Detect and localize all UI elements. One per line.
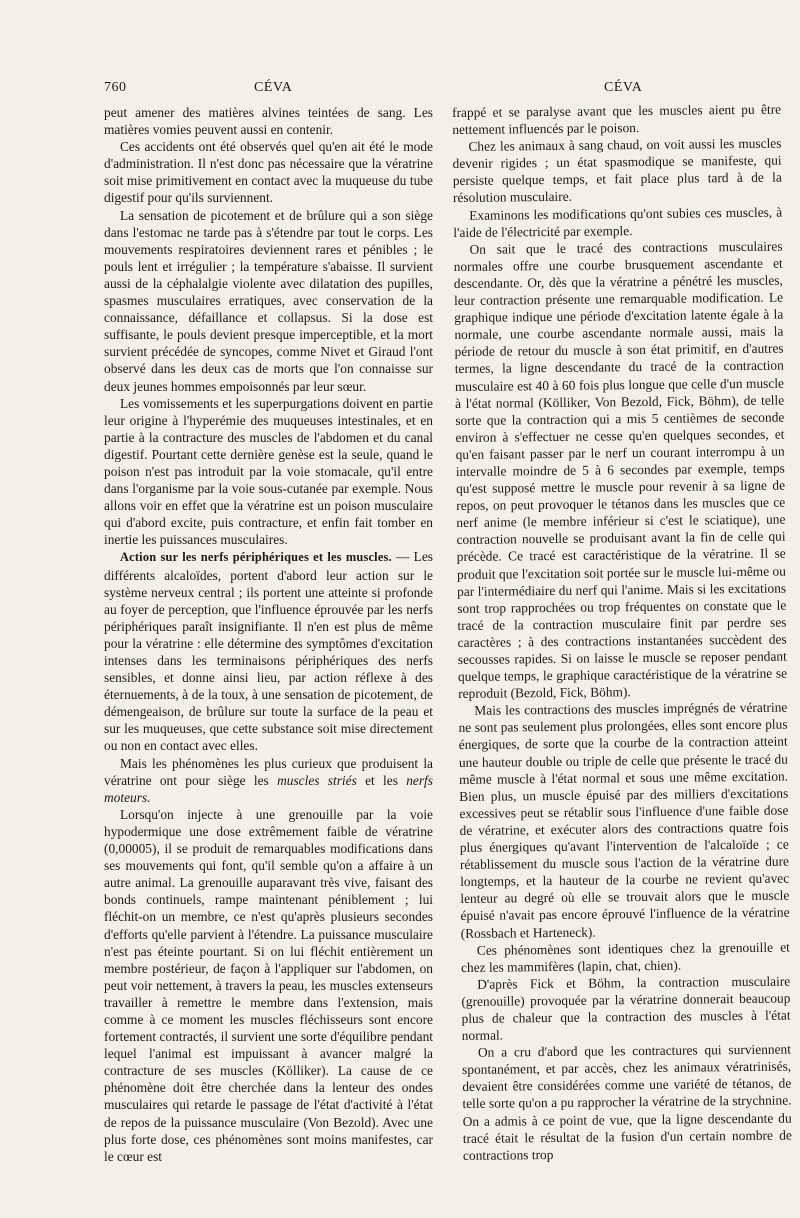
page-header <box>0 80 800 100</box>
paragraph <box>104 755 433 806</box>
emphasis: muscles striés <box>277 772 357 788</box>
paragraph: On sait que le tracé des contractions musculaires normales offre une courbe brusquement ascendante et descendante. Or, dès que la vératrine a pénétré les muscles, leur contraction présente une remarquable modification. Le graphique indique une période d'excitation latente égale à la normale, une courbe ascendante normale aussi, mais la période de retour du muscle à son état primitif, en d'autres termes, la ligne descendante du tracé de la contraction musculaire est 40 à 60 fois plus longue que celle d'un muscle à l'état normal (Kölliker, Von Bezold, Fick, Böhm), de telle sorte que la contraction qui a mis 5 centièmes de seconde environ à s'effectuer ne cesse qu'en quelques secondes, et qu'en faisant passer par le nerf un courant interrompu à un intervalle moindre de 5 à 6 secondes par exemple, temps qu'est supposé mettre le muscle pour revenir à sa ligne de repos, on peut provoquer le tétanos dans les muscles que ce nerf anime (le membre inférieur si c'est le sciatique), une contraction nouvelle se produisant avant la fin de celle qui précède. Ce tracé est caractéristique de la vératrine. Il se produit que l'excitation soit portée sur le muscle lui-même ou par l'intermédiaire du nerf qui l'anime. Mais si les excitations sont trop rapprochées ou trop fréquentes on constate que le tracé de la contraction musculaire finit par perdre ses caractères ; à des contractions instantanées succèdent des secousses rapides. Si on laisse le muscle se reposer pendant quelque temps, le graphique caractéristique de la vératrine se reproduit (Bezold, Fick, Böhm). <box>453 238 788 702</box>
paragraph: peut amener des matières alvines teintées de sang. Les matières vomies peuvent aussi en contenir. <box>104 105 433 138</box>
paragraph: Mais les contractions des muscles imprégnés de vératrine ne sont pas seulement plus prolongées, elles sont encore plus énergiques, de sorte que la courbe de la contraction atteint une hauteur double ou triple de celle que présente le tracé du même muscle à l'état normal et sous une même excitation. Bien plus, un muscle épuisé par des milliers d'excitations excessives peut se rétablir sous l'influence d'une faible dose de vératrine, et exécuter alors des contractions quatre fois plus énergiques qu'avant l'intervention de l'alcaloïde ; ce rétablissement du muscle sous l'action de la vératrine dure longtemps, et la hauteur de la courbe ne revient qu'avec lenteur au degré où elle se trouvait alors que le muscle épuisé n'avait pas encore éprouvé l'influence de la vératrine (Rossbach et Harteneck). <box>458 699 790 941</box>
paragraph: Les vomissements et les superpurgations doivent en partie leur origine à l'hyperémie des muqueuses intestinales, et en partie à la contracture des muscles de l'abdomen et du canal digestif. Pourtant cette dernière genèse est la seule, quand le poison n'est pas introduit par la voie stomacale, qu'il entre dans l'organisme par la voie sous-cutanée par exemple. Nous allons voir en effet que la vératrine est un poison musculaire qui d'abord excite, puis contracture, et enfin fait tomber en inertie les puissances musculaires. <box>104 395 433 548</box>
paragraph <box>104 548 433 754</box>
paragraph: Ces accidents ont été observés quel qu'en ait été le mode d'administration. Il n'est donc pas nécessaire que la vératrine soit mise primitivement en contact avec la muqueuse du tube digestif pour qu'ils surviennent. <box>104 139 433 206</box>
paragraph: Lorsqu'on injecte à une grenouille par la voie hypodermique une dose extrêmement faible de vératrine (0,00005), il se produit de remarquables modifications dans ses mouvements qui font, qu'il semble qu'on a affaire à un autre animal. La grenouille auparavant très vive, faisant des bonds continuels, rampe maintenant péniblement ; lui fléchit-on un membre, ce n'est qu'après plusieurs secondes d'efforts qu'elle parvient à l'étendre. La puissance musculaire n'est pas éteinte pourtant. Si on lui fléchit entièrement un membre postérieur, de façon à l'appliquer sur l'abdomen, on peut voir nettement, à travers la peau, les muscles extenseurs travailler à remettre le membre dans l'extension, mais comme à ce moment les muscles fléchisseurs sont encore fortement contractés, il survient une sorte d'équilibre pendant lequel l'animal est impuissant à avancer malgré la contracture de ses muscles (Kölliker). La cause de ce phénomène doit être cherchée dans la lenteur des ondes musculaires qui retarde le passage de l'état d'activité à l'état de repos de la puissance musculaire (Von Bezold). Avec une plus forte dose, ces phénomènes sont moins manifestes, car le cœur est <box>104 806 433 1164</box>
running-head-left: CÉVA <box>254 80 293 95</box>
paragraph: La sensation de picotement et de brûlure qui a son siège dans l'estomac ne tarde pas à s'étendre par tout le corps. Les mouvements respiratoires deviennent rares et pénibles ; le pouls lent et irrégulier ; la température s'abaisse. Il survient aussi de la céphalalgie violente avec dilatation des pupilles, spasmes musculaires erratiques, avec conservation de la connaissance, défaillance et collapsus. Si la dose est suffisante, le pouls devient presque imperceptible, et la mort survient précédée de syncopes, comme Nivet et Giraud l'ont observé dans les deux cas de morts que l'on connaisse sur deux jeunes hommes empoisonnés par leur sœur. <box>104 207 433 394</box>
paragraph: Examinons les modifications qu'ont subies ces muscles, à l'aide de l'électricité par exemple. <box>453 204 783 240</box>
right-column <box>452 101 792 1164</box>
paragraph: Chez les animaux à sang chaud, on voit aussi les muscles devenir rigides ; un état spasmodique se manifeste, qui persiste quelque temps, et fait place plus tard à de la résolution musculaire. <box>452 135 782 206</box>
paragraph-text: — Les différents alcaloïdes, portent d'abord leur action sur le système nerveux central ; ils portent une atteinte si profonde au foyer de perception, que l'influence éprouvée par les nerfs périphériques paraît insignifiante. Il n'en est plus de même pour la vératrine : elle détermine des symptômes d'excitation intenses dans les terminaisons périphériques des nerfs sensibles, et donne ainsi lieu, par action réflexe à des éternuements, à de la toux, à une sensation de picotement, de démengeaison, de brûlure sur toute la surface de la peau et sur les muqueuses, que cette substance soit mise directement ou non en contact avec elles. <box>104 549 433 754</box>
paragraph-text: Mais les phénomènes les plus curieux que produisent la vératrine ont pour siège les <box>104 755 433 788</box>
left-column <box>104 104 433 1165</box>
emphasis: nerfs moteurs. <box>104 772 433 805</box>
paragraph: On a cru d'abord que les contractures qui surviennent spontanément, et par accès, chez les animaux vératrinisés, devaient être considérées comme une variété de tétanos, de telle sorte qu'on a pu rapprocher la vératrine de la strychnine. On a admis à ce point de vue, que la ligne descendante du tracé était le résultat de la fusion d'un certain nombre de contractions trop <box>462 1041 792 1163</box>
page-number: 760 <box>104 80 127 95</box>
paragraph: D'après Fick et Böhm, la contraction musculaire (grenouille) provoquée par la vératrine donnerait beaucoup plus de chaleur que la contraction des muscles à l'état normal. <box>461 973 791 1044</box>
paragraph: frappé et se paralyse avant que les muscles aient pu être nettement influencés par le poison. <box>452 101 782 138</box>
paragraph-text: et les <box>365 772 398 788</box>
paragraph: Ces phénomènes sont identiques chez la grenouille et chez les mammifères (lapin, chat, chien). <box>460 939 790 975</box>
section-heading: Action sur les nerfs périphériques et les muscles. <box>120 550 392 565</box>
running-head-right: CÉVA <box>604 80 643 95</box>
